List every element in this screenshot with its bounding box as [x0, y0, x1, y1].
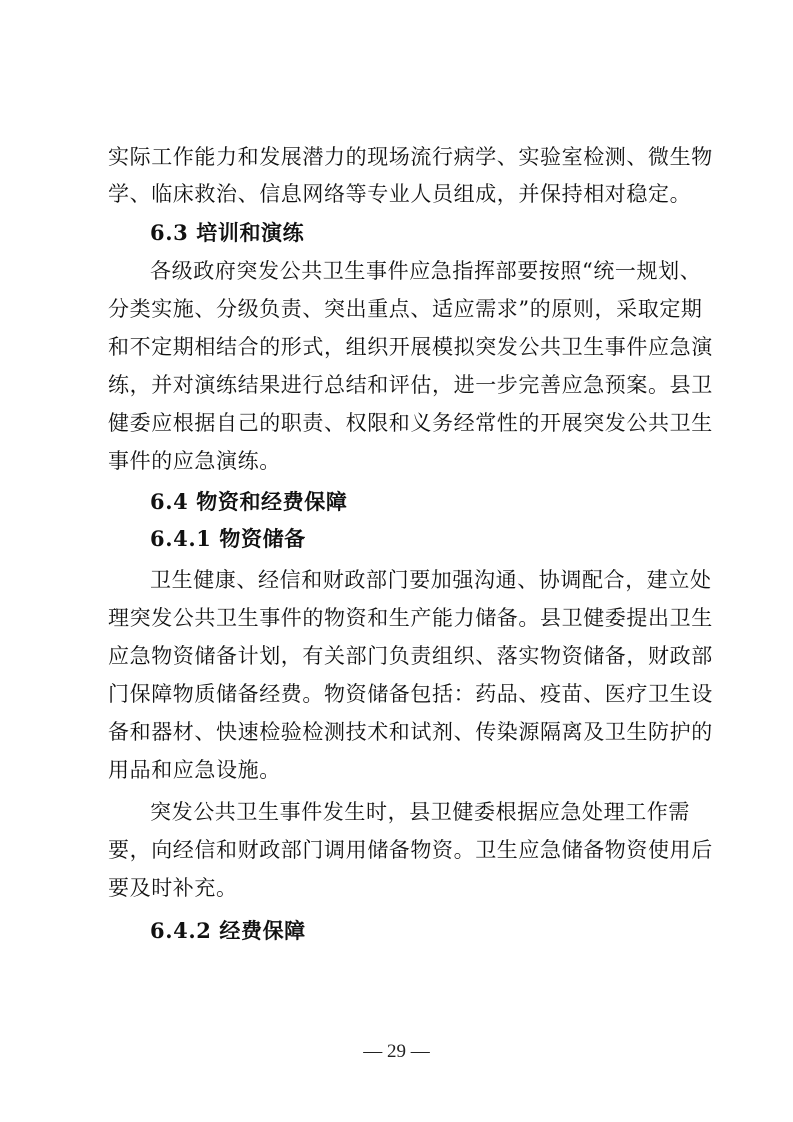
body-text-line: 和不定期相结合的形式，组织开展模拟突发公共卫生事件应急演 — [108, 335, 713, 359]
body-text-line: 事件的应急演练。 — [108, 449, 281, 473]
body-text-line: 用品和应急设施。 — [108, 758, 281, 782]
section-heading: 6.4 物资和经费保障 — [150, 489, 348, 514]
body-text-line: 实际工作能力和发展潜力的现场流行病学、实验室检测、微生物 — [108, 145, 713, 169]
subsection-heading: 6.4.1 物资储备 — [150, 526, 306, 551]
section-heading: 6.3 培训和演练 — [150, 220, 305, 245]
body-text-line: 要，向经信和财政部门调用储备物资。卫生应急储备物资使用后 — [108, 838, 713, 862]
body-text-line: 卫生健康、经信和财政部门要加强沟通、协调配合，建立处 — [150, 568, 712, 592]
subsection-heading: 6.4.2 经费保障 — [150, 918, 306, 943]
body-text-line: 突发公共卫生事件发生时，县卫健委根据应急处理工作需 — [150, 800, 690, 824]
body-text-line: 应急物资储备计划，有关部门负责组织、落实物资储备，财政部 — [108, 644, 713, 668]
body-text-line: 练，并对演练结果进行总结和评估，进一步完善应急预案。县卫 — [108, 373, 713, 397]
body-text-line: 要及时补充。 — [108, 876, 238, 900]
body-text-line: 各级政府突发公共卫生事件应急指挥部要按照“统一规划、 — [150, 259, 702, 283]
page-number: — 29 — — [363, 1041, 430, 1062]
body-text-line: 门保障物质储备经费。物资储备包括：药品、疫苗、医疗卫生设 — [108, 682, 713, 706]
body-text-line: 健委应根据自己的职责、权限和义务经常性的开展突发公共卫生 — [108, 411, 713, 435]
body-text-line: 学、临床救治、信息网络等专业人员组成，并保持相对稳定。 — [108, 182, 692, 206]
body-text-line: 备和器材、快速检验检测技术和试剂、传染源隔离及卫生防护的 — [108, 720, 713, 744]
body-text-line: 分类实施、分级负责、突出重点、适应需求”的原则，采取定期 — [108, 297, 703, 321]
body-text-line: 理突发公共卫生事件的物资和生产能力储备。县卫健委提出卫生 — [108, 606, 713, 630]
